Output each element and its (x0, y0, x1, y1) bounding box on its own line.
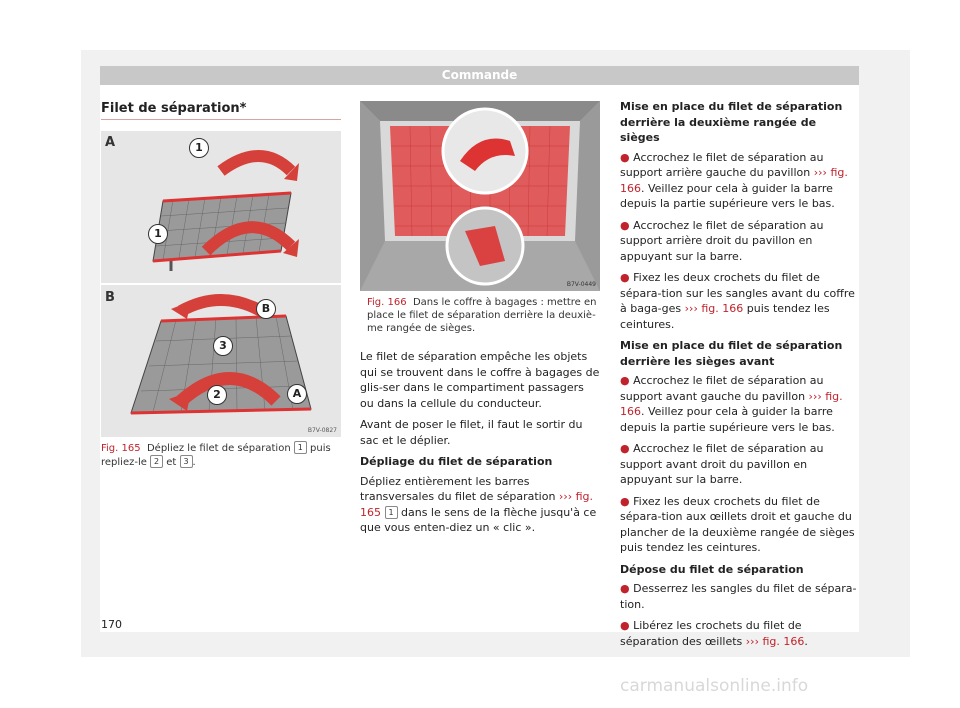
removal-heading: Dépose du filet de séparation (620, 562, 804, 576)
caption-num-2: 2 (150, 455, 163, 468)
fig-166-link[interactable]: fig. 166 (701, 302, 744, 315)
front-seats-heading: Mise en place du filet de séparation derrière les sièges avant (620, 339, 843, 368)
figure-166-code: B7V-0449 (566, 281, 596, 288)
caption-end: . (192, 457, 196, 468)
bullet-item: ● Accrochez le filet de séparation au support avant gauche du pavillon ››› fig. 166. Veillez pour cela à guider la barre depuis la partie supérieure vers le bas. (620, 374, 843, 434)
bullet-item: ● Accrochez le filet de séparation au support arrière droit du pavillon en appuyant sur la barre. (620, 218, 824, 263)
figure-166-caption-text: Dans le coffre à bagages : mettre en place le filet de séparation derrière la deuxiè-me rangée de sièges. (367, 297, 597, 334)
callout-1-bottom: 1 (148, 224, 168, 244)
callout-1-top: 1 (189, 138, 209, 158)
panel-label-b: B (105, 290, 115, 305)
caption-num-1: 1 (294, 441, 307, 454)
figure-166-caption (367, 296, 599, 335)
right-column (620, 99, 858, 655)
page-number: 170 (101, 618, 122, 631)
caption-text-1: Dépliez le filet de séparation (146, 443, 291, 454)
figure-166-label: Fig. 166 (367, 297, 407, 308)
caption-text-3: et (166, 457, 177, 468)
middle-column (360, 349, 600, 542)
bullet-item: ● Accrochez le filet de séparation au support avant droit du pavillon en appuyant sur la barre. (620, 442, 824, 486)
watermark: carmanualsonline.info (620, 676, 809, 696)
caption-text-2: puis repliez-le (101, 443, 331, 468)
prep-paragraph: Avant de poser le filet, il faut le sortir du sac et le déplier. (360, 418, 583, 447)
bullet-item: ● Fixez les deux crochets du filet de sépara-tion sur les sangles avant du coffre à baga-ges ››› fig. 166 puis tendez les ceintures. (620, 271, 855, 331)
section-divider (101, 119, 341, 120)
callout-2: 2 (207, 385, 227, 405)
fig-166-link[interactable]: fig. 166 (762, 634, 805, 648)
intro-paragraph: Le filet de séparation empêche les objets qui se trouvent dans le coffre à bagages de glis-ser dans le compartiment passagers ou dans la cellule du conducteur. (360, 350, 600, 410)
fig-166-link[interactable]: fig. 166 (620, 389, 843, 418)
figure-165-label: Fig. 165 (101, 443, 141, 454)
figure-165-code: B7V-0827 (307, 427, 337, 434)
callout-a: A (287, 384, 307, 404)
rear-seats-heading: Mise en place du filet de séparation derrière la deuxième rangée de sièges (620, 100, 843, 144)
chapter-header: Commande (100, 66, 859, 85)
section-title: Filet de séparation* (101, 101, 247, 116)
bullet-item: ● Fixez les deux crochets du filet de sépara-tion aux œillets droit et gauche du plancher de la deuxième rangée de sièges puis tendez les ceintures. (620, 494, 855, 554)
unfolding-paragraph: Dépliez entièrement les barres transversales du filet de séparation ››› fig. 165 1 dans le sens de la flèche jusqu'à ce que vous enten-diez un « clic ». (360, 474, 597, 534)
bullet-item: ● Libérez les crochets du filet de séparation des œillets ››› fig. 166. (620, 619, 808, 648)
caption-num-3: 3 (180, 455, 193, 468)
unfolding-heading: Dépliage du filet de séparation (360, 455, 553, 468)
bullet-item: ● Accrochez le filet de séparation au support arrière gauche du pavillon ››› fig. 166. Veillez pour cela à guider la barre depuis la partie supérieure vers le bas. (620, 150, 848, 210)
callout-b: B (256, 299, 276, 319)
figure-166-image (360, 101, 600, 291)
bullet-item: ● Desserrez les sangles du filet de sépara-tion. (620, 582, 857, 611)
fig-165-link[interactable]: fig. 165 (360, 490, 594, 519)
figure-165-image (101, 131, 341, 437)
panel-label-a: A (105, 135, 116, 150)
callout-3: 3 (213, 336, 233, 356)
fig-166-link[interactable]: fig. 166 (620, 166, 848, 195)
figure-165-caption (101, 441, 341, 469)
